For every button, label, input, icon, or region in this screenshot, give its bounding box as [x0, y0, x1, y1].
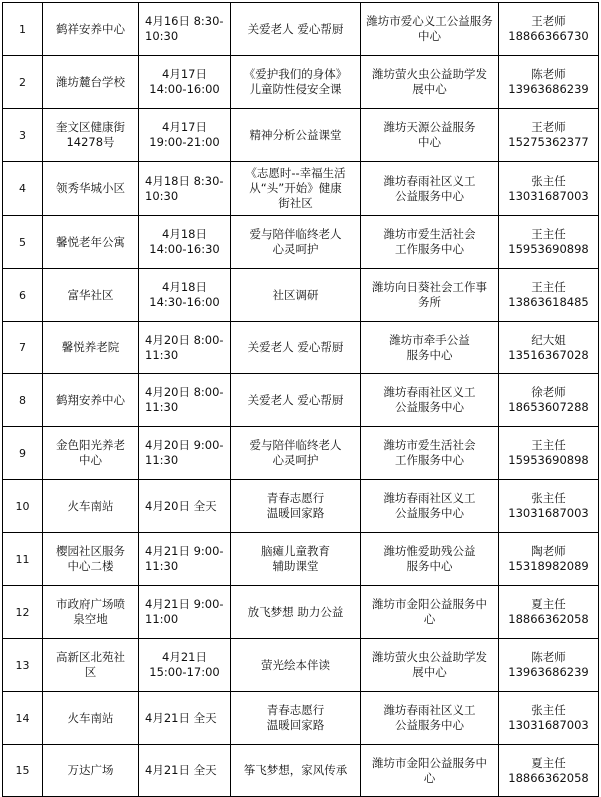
- organizer-cell: 潍坊春雨社区义工 公益服务中心: [361, 692, 499, 745]
- row-number: 12: [3, 586, 43, 639]
- location-cell: 潍坊麓台学校: [43, 56, 139, 109]
- contact-cell: 张主任 13031687003: [499, 692, 599, 745]
- contact-cell: 王主任 15953690898: [499, 427, 599, 480]
- row-number: 9: [3, 427, 43, 480]
- row-number: 4: [3, 162, 43, 216]
- table-row: [3, 322, 599, 374]
- location-cell: 高新区北苑社 区: [43, 639, 139, 692]
- row-number: 1: [3, 3, 43, 56]
- contact-cell: 夏主任 18866362058: [499, 586, 599, 639]
- time-cell: 4月17日 14:00-16:00: [139, 56, 231, 109]
- organizer-cell: 潍坊市金阳公益服务中 心: [361, 586, 499, 639]
- activity-cell: 爱与陪伴临终老人 心灵呵护: [231, 427, 361, 480]
- time-cell: 4月18日 14:00-16:30: [139, 216, 231, 269]
- organizer-cell: 潍坊萤火虫公益助学发 展中心: [361, 639, 499, 692]
- contact-cell: 王主任 15953690898: [499, 216, 599, 269]
- activity-cell: 萤光绘本伴读: [231, 639, 361, 692]
- table-row: [3, 480, 599, 533]
- time-cell: 4月21日 15:00-17:00: [139, 639, 231, 692]
- row-number: 2: [3, 56, 43, 109]
- organizer-cell: 潍坊向日葵社会工作事 务所: [361, 269, 499, 322]
- contact-cell: 陈老师 13963686239: [499, 639, 599, 692]
- table-body: [3, 3, 599, 797]
- organizer-cell: 潍坊天源公益服务 中心: [361, 109, 499, 162]
- table-row: [3, 533, 599, 586]
- time-cell: 4月21日 全天: [139, 692, 231, 745]
- location-cell: 樱园社区服务 中心二楼: [43, 533, 139, 586]
- organizer-cell: 潍坊惟爱助残公益 服务中心: [361, 533, 499, 586]
- row-number: 8: [3, 374, 43, 427]
- contact-cell: 陶老师 15318982089: [499, 533, 599, 586]
- activity-cell: 《志愿时--幸福生活 从“头”开始》健康 街社区: [231, 162, 361, 216]
- activity-cell: 社区调研: [231, 269, 361, 322]
- time-cell: 4月21日 9:00- 11:00: [139, 586, 231, 639]
- location-cell: 火车南站: [43, 692, 139, 745]
- table-row: [3, 745, 599, 797]
- time-cell: 4月21日 全天: [139, 745, 231, 797]
- organizer-cell: 潍坊萤火虫公益助学发 展中心: [361, 56, 499, 109]
- time-cell: 4月20日 8:00- 11:30: [139, 322, 231, 374]
- time-cell: 4月20日 8:00- 11:30: [139, 374, 231, 427]
- activity-cell: 放飞梦想 助力公益: [231, 586, 361, 639]
- table-row: [3, 639, 599, 692]
- row-number: 7: [3, 322, 43, 374]
- row-number: 15: [3, 745, 43, 797]
- organizer-cell: 潍坊市爱生活社会 工作服务中心: [361, 427, 499, 480]
- organizer-cell: 潍坊春雨社区义工 公益服务中心: [361, 480, 499, 533]
- table-row: [3, 56, 599, 109]
- table-row: [3, 427, 599, 480]
- table-row: [3, 692, 599, 745]
- contact-cell: 徐老师 18653607288: [499, 374, 599, 427]
- organizer-cell: 潍坊春雨社区义工 公益服务中心: [361, 374, 499, 427]
- table-row: [3, 162, 599, 216]
- time-cell: 4月17日 19:00-21:00: [139, 109, 231, 162]
- activity-cell: 关爱老人 爱心帮厨: [231, 322, 361, 374]
- row-number: 11: [3, 533, 43, 586]
- location-cell: 馨悦养老院: [43, 322, 139, 374]
- location-cell: 领秀华城小区: [43, 162, 139, 216]
- location-cell: 鹤祥安养中心: [43, 3, 139, 56]
- table-row: [3, 586, 599, 639]
- organizer-cell: 潍坊市爱心义工公益服务 中心: [361, 3, 499, 56]
- row-number: 14: [3, 692, 43, 745]
- row-number: 5: [3, 216, 43, 269]
- organizer-cell: 潍坊市金阳公益服务中 心: [361, 745, 499, 797]
- location-cell: 奎文区健康街 14278号: [43, 109, 139, 162]
- table-row: [3, 3, 599, 56]
- location-cell: 馨悦老年公寓: [43, 216, 139, 269]
- contact-cell: 陈老师 13963686239: [499, 56, 599, 109]
- contact-cell: 王老师 15275362377: [499, 109, 599, 162]
- contact-cell: 张主任 13031687003: [499, 480, 599, 533]
- activity-cell: 关爱老人 爱心帮厨: [231, 374, 361, 427]
- contact-cell: 张主任 13031687003: [499, 162, 599, 216]
- table-row: [3, 374, 599, 427]
- activity-cell: 筝飞梦想，家风传承: [231, 745, 361, 797]
- row-number: 13: [3, 639, 43, 692]
- activity-cell: 脑瘫儿童教育 辅助课堂: [231, 533, 361, 586]
- organizer-cell: 潍坊市牵手公益 服务中心: [361, 322, 499, 374]
- activity-cell: 爱与陪伴临终老人 心灵呵护: [231, 216, 361, 269]
- location-cell: 金色阳光养老 中心: [43, 427, 139, 480]
- time-cell: 4月18日 8:30- 10:30: [139, 162, 231, 216]
- activity-cell: 关爱老人 爱心帮厨: [231, 3, 361, 56]
- time-cell: 4月16日 8:30- 10:30: [139, 3, 231, 56]
- row-number: 3: [3, 109, 43, 162]
- location-cell: 市政府广场喷 泉空地: [43, 586, 139, 639]
- table-row: [3, 109, 599, 162]
- organizer-cell: 潍坊市爱生活社会 工作服务中心: [361, 216, 499, 269]
- time-cell: 4月21日 9:00- 11:30: [139, 533, 231, 586]
- contact-cell: 纪大姐 13516367028: [499, 322, 599, 374]
- row-number: 10: [3, 480, 43, 533]
- time-cell: 4月18日 14:30-16:00: [139, 269, 231, 322]
- location-cell: 富华社区: [43, 269, 139, 322]
- contact-cell: 王主任 13863618485: [499, 269, 599, 322]
- time-cell: 4月20日 9:00- 11:30: [139, 427, 231, 480]
- table-row: [3, 216, 599, 269]
- activity-cell: 精神分析公益课堂: [231, 109, 361, 162]
- activity-cell: 青春志愿行 温暖回家路: [231, 692, 361, 745]
- activity-cell: 青春志愿行 温暖回家路: [231, 480, 361, 533]
- contact-cell: 夏主任 18866362058: [499, 745, 599, 797]
- location-cell: 万达广场: [43, 745, 139, 797]
- row-number: 6: [3, 269, 43, 322]
- contact-cell: 王老师 18866366730: [499, 3, 599, 56]
- location-cell: 鹤翔安养中心: [43, 374, 139, 427]
- location-cell: 火车南站: [43, 480, 139, 533]
- table-row: [3, 269, 599, 322]
- activity-schedule-table: [2, 2, 599, 797]
- organizer-cell: 潍坊春雨社区义工 公益服务中心: [361, 162, 499, 216]
- activity-cell: 《爱护我们的身体》 儿童防性侵安全课: [231, 56, 361, 109]
- time-cell: 4月20日 全天: [139, 480, 231, 533]
